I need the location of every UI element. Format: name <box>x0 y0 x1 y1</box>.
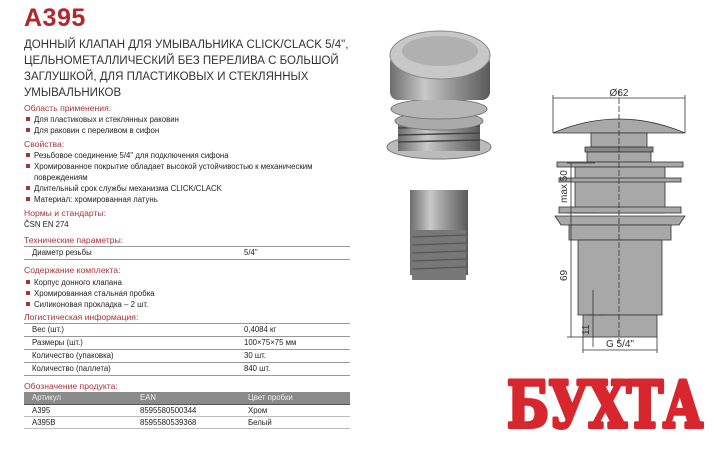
properties-heading: Свойства: <box>24 139 65 149</box>
table-row: Диаметр резьбы 5/4" <box>24 247 350 260</box>
table-row: A395 8595580500344 Хром <box>24 405 350 417</box>
table-row: Количество (упаковка) 30 шт. <box>24 350 350 363</box>
watermark-logo <box>500 355 710 445</box>
product-render <box>360 25 520 290</box>
product-title: ДОННЫЙ КЛАПАН ДЛЯ УМЫВАЛЬНИКА CLICK/CLACK 5/4", ЦЕЛЬНОМЕТАЛЛИЧЕСКИЙ БЕЗ ПЕРЕЛИВА С БОЛЬШОЙ ЗАГЛУШКОЙ, ДЛЯ ПЛАСТИКОВЫХ И СТЕКЛЯННЫХ УМЫВАЛЬНИКОВ <box>24 39 349 99</box>
logistics-heading: Логистическая информация: <box>24 312 139 322</box>
application-heading: Область применения: <box>24 103 112 113</box>
list-item: Хромированное покрытие обладает высокой устойчивостью к механическим повреждениям <box>24 161 364 183</box>
contents-heading: Содержание комплекта: <box>24 265 121 275</box>
list-item: Для пластиковых и стеклянных раковин <box>24 114 364 125</box>
list-item: Хромированная стальная пробка <box>24 288 364 299</box>
list-item: Резьбовое соединение 5/4" для подключения сифона <box>24 150 364 161</box>
standards-heading: Нормы и стандарты: <box>24 208 106 218</box>
list-item: Длительный срок службы механизма CLICK/CLACK <box>24 183 364 194</box>
list-item: Для раковин с переливом в сифон <box>24 125 364 136</box>
table-row: Вес (шт.) 0,4084 кг <box>24 324 350 337</box>
height-label: 69 <box>559 269 570 281</box>
product-code: A395 <box>24 4 86 32</box>
product-heading: Обозначение продукта: <box>24 381 118 391</box>
watermark-text: БУХТА <box>507 368 703 443</box>
table-row: Количество (паллета) 840 шт. <box>24 363 350 376</box>
table-row: Размеры (шт.) 100×75×75 мм <box>24 337 350 350</box>
standards-value: ČSN EN 274 <box>24 220 69 229</box>
max-height-label: max 50 <box>559 170 570 203</box>
thread-length-label: 11 <box>581 324 592 335</box>
list-item: Силиконовая прокладка – 2 шт. <box>24 299 364 310</box>
thread-label: G 5/4" <box>605 339 635 350</box>
technical-drawing <box>545 85 710 355</box>
list-item: Материал: хромированная латунь <box>24 194 364 205</box>
diameter-label: Ø62 <box>609 88 629 99</box>
technical-heading: Технические параметры: <box>24 235 124 245</box>
table-header: Артикул EAN Цвет пробки <box>24 392 350 405</box>
table-row: A395B 8595580539368 Белый <box>24 417 350 429</box>
list-item: Корпус донного клапана <box>24 277 364 288</box>
